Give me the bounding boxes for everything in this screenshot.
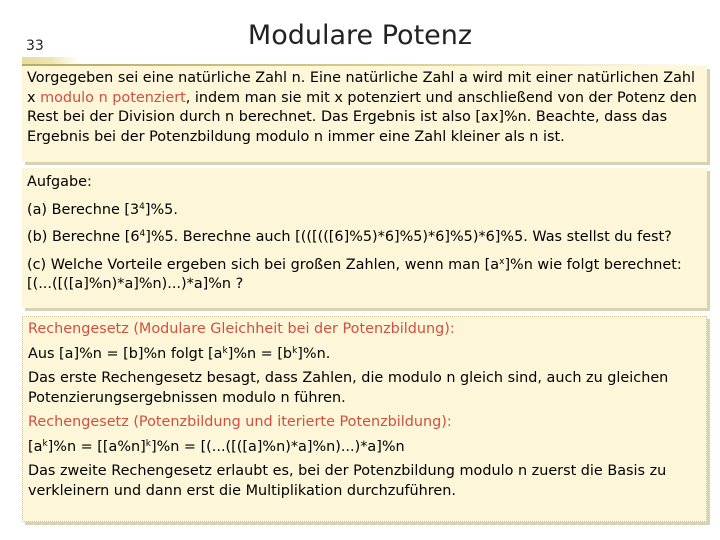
intro-box xyxy=(22,66,707,162)
task-c-suffix: ]%n wie folgt berechnet: xyxy=(504,256,682,273)
rule1-formula-part2: ]%n = [b xyxy=(227,345,293,362)
rule1-text: Das erste Rechengesetz besagt, dass Zahlen, die modulo n gleich sind, auch zu gleichen Potenzierungsergebnissen modulo n führen. xyxy=(28,370,669,406)
intro-highlight: modulo n potenziert xyxy=(40,89,186,106)
rule1-formula-part1: Aus [a]%n = [b]%n folgt [a xyxy=(28,345,223,362)
rules-box xyxy=(22,316,707,522)
rule1-formula xyxy=(28,345,701,365)
slide-number: 33 xyxy=(26,38,44,54)
rule2-heading: Rechengesetz (Potenzbildung und iterierte Potenzbildung): xyxy=(28,414,452,430)
task-a-exponent: 4 xyxy=(139,201,145,212)
rule2-formula-part2: ]%n = [[a%n] xyxy=(47,438,146,455)
intro-paragraph xyxy=(27,69,702,147)
rule2-formula-exp2: k xyxy=(145,438,151,449)
rule1-formula-exp1: k xyxy=(222,345,228,356)
rule1-formula-part3: ]%n. xyxy=(297,345,331,362)
task-c-line2: [(...([([a]%n)*a]%n)...)*a]%n ? xyxy=(27,276,244,292)
task-a-suffix: ]%5. xyxy=(144,201,178,218)
rule2-formula xyxy=(28,438,701,458)
task-b-exponent: 4 xyxy=(139,229,146,239)
task-b-suffix: ]%5. Berechne auch [(([(([6]%5)*6]%5)*6]%5)*6]%5. Was stellst du fest? xyxy=(145,229,672,245)
task-b-prefix: (b) Berechne [6 xyxy=(27,229,140,245)
slide-title: Modulare Potenz xyxy=(247,20,473,51)
task-box xyxy=(22,168,707,308)
intro-text-start: Vorgegeben sei eine natürliche Zahl n. Eine natürliche Zahl a wird mit einer natürlichen Zahl x xyxy=(27,70,696,106)
task-c xyxy=(27,256,702,295)
task-heading: Aufgabe: xyxy=(27,174,92,190)
task-a-prefix: (a) Berechne [3 xyxy=(27,201,140,218)
rule2-formula-exp1: k xyxy=(42,438,48,449)
task-c-prefix: (c) Welche Vorteile ergeben sich bei großen Zahlen, wenn man [a xyxy=(27,256,500,273)
rule2-text: Das zweite Rechengesetz erlaubt es, bei der Potenzbildung modulo n zuerst die Basis zu verkleinern und dann erst die Multiplikation durchzuführen. xyxy=(28,463,667,499)
rule2-formula-part1: [a xyxy=(28,438,43,455)
intro-text-end: , indem man sie mit x potenziert und anschließend von der Potenz den Rest bei der Division durch n berechnet. Das Ergebnis ist also [ax]%n. Beachte, dass das Ergebnis bei der Potenzbildung modulo n immer eine Zahl kleiner als n ist. xyxy=(27,89,697,145)
rule1-formula-exp2: k xyxy=(292,345,298,356)
task-a xyxy=(27,201,702,221)
rule2-formula-part3: ]%n = [(...([([a]%n)*a]%n)...)*a]%n xyxy=(150,438,405,455)
task-b xyxy=(27,228,702,248)
rule1-heading: Rechengesetz (Modulare Gleichheit bei der Potenzbildung): xyxy=(28,321,455,337)
task-c-exponent: x xyxy=(499,256,505,267)
